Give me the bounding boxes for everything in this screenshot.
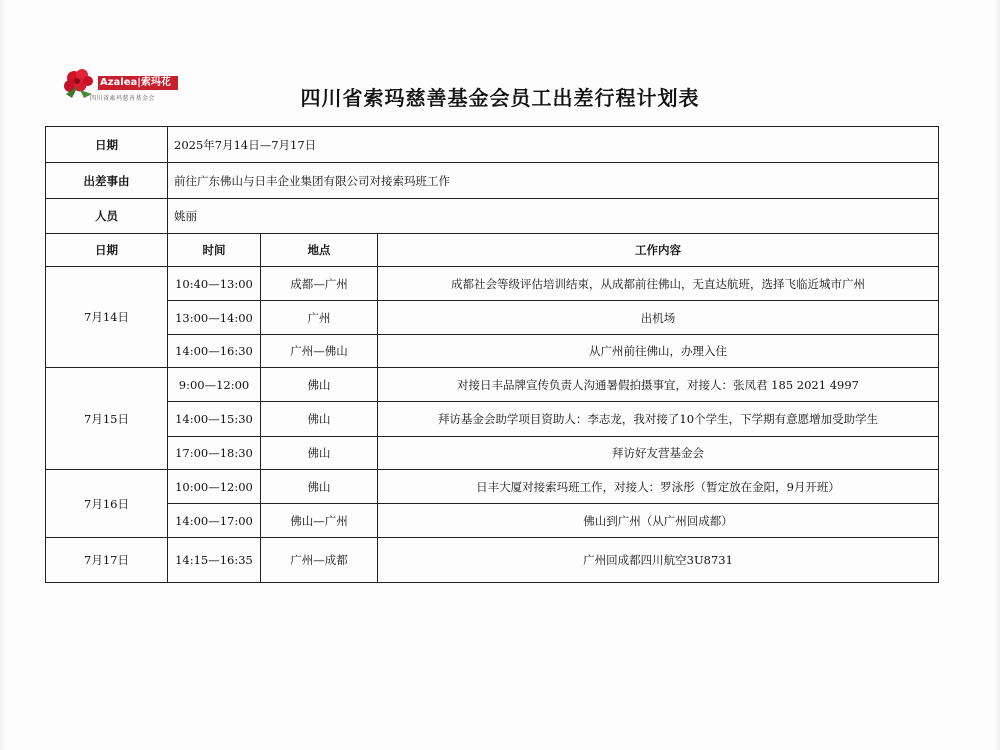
work-cell: 佛山到广州（从广州回成都）: [378, 504, 939, 538]
place-cell: 成都—广州: [261, 267, 378, 301]
time-cell: 10:40—13:00: [168, 267, 261, 301]
time-cell: 10:00—12:00: [168, 470, 261, 504]
col-place-header: 地点: [261, 234, 378, 267]
person-value: 姚丽: [168, 199, 939, 234]
column-header-row: [46, 234, 939, 267]
table-row: [46, 267, 939, 301]
col-date-header: 日期: [46, 234, 168, 267]
time-cell: 9:00—12:00: [168, 368, 261, 402]
time-cell: 14:00—15:30: [168, 402, 261, 437]
table-row: [46, 402, 939, 437]
work-cell: 拜访基金会助学项目资助人：李志龙，我对接了10个学生，下学期有意愿增加受助学生: [378, 402, 939, 437]
person-label: 人员: [46, 199, 168, 234]
work-cell: 从广州前往佛山，办理入住: [378, 335, 939, 368]
purpose-value: 前往广东佛山与日丰企业集团有限公司对接索玛班工作: [168, 163, 939, 199]
date-label: 日期: [46, 127, 168, 163]
table-row: [46, 368, 939, 402]
work-cell: 成都社会等级评估培训结束，从成都前往佛山，无直达航班，选择飞临近城市广州: [378, 267, 939, 301]
table-row: [46, 538, 939, 583]
info-row-person: [46, 199, 939, 234]
col-work-header: 工作内容: [378, 234, 939, 267]
table-row: [46, 470, 939, 504]
day-date-cell: 7月17日: [46, 538, 168, 583]
day-date-cell: 7月16日: [46, 470, 168, 538]
time-cell: 17:00—18:30: [168, 437, 261, 470]
info-row-date: [46, 127, 939, 163]
place-cell: 广州—佛山: [261, 335, 378, 368]
day-date-cell: 7月15日: [46, 368, 168, 470]
work-cell: 出机场: [378, 301, 939, 335]
work-cell: 对接日丰品牌宣传负责人沟通暑假拍摄事宜，对接人：张凤君 185 2021 4997: [378, 368, 939, 402]
table-row: [46, 301, 939, 335]
time-cell: 14:15—16:35: [168, 538, 261, 583]
place-cell: 佛山: [261, 402, 378, 437]
place-cell: 佛山: [261, 470, 378, 504]
date-value: 2025年7月14日—7月17日: [168, 127, 939, 163]
place-cell: 广州: [261, 301, 378, 335]
place-cell: 佛山—广州: [261, 504, 378, 538]
table-row: [46, 335, 939, 368]
place-cell: 佛山: [261, 368, 378, 402]
info-row-purpose: [46, 163, 939, 199]
time-cell: 14:00—17:00: [168, 504, 261, 538]
time-cell: 14:00—16:30: [168, 335, 261, 368]
place-cell: 佛山: [261, 437, 378, 470]
work-cell: 日丰大厦对接索玛班工作，对接人：罗泳彤（暂定放在金阳，9月开班）: [378, 470, 939, 504]
col-time-header: 时间: [168, 234, 261, 267]
page-title: 四川省索玛慈善基金会员工出差行程计划表: [300, 86, 700, 110]
work-cell: 广州回成都四川航空3U8731: [378, 538, 939, 583]
itinerary-table: [45, 126, 939, 583]
time-cell: 13:00—14:00: [168, 301, 261, 335]
table-row: [46, 437, 939, 470]
table-row: [46, 504, 939, 538]
logo-brand-text: Azalea|索玛花: [98, 76, 178, 90]
day-date-cell: 7月14日: [46, 267, 168, 368]
logo-subtitle: 四川省索玛慈善基金会: [90, 95, 156, 102]
place-cell: 广州—成都: [261, 538, 378, 583]
purpose-label: 出差事由: [46, 163, 168, 199]
work-cell: 拜访好友营基金会: [378, 437, 939, 470]
